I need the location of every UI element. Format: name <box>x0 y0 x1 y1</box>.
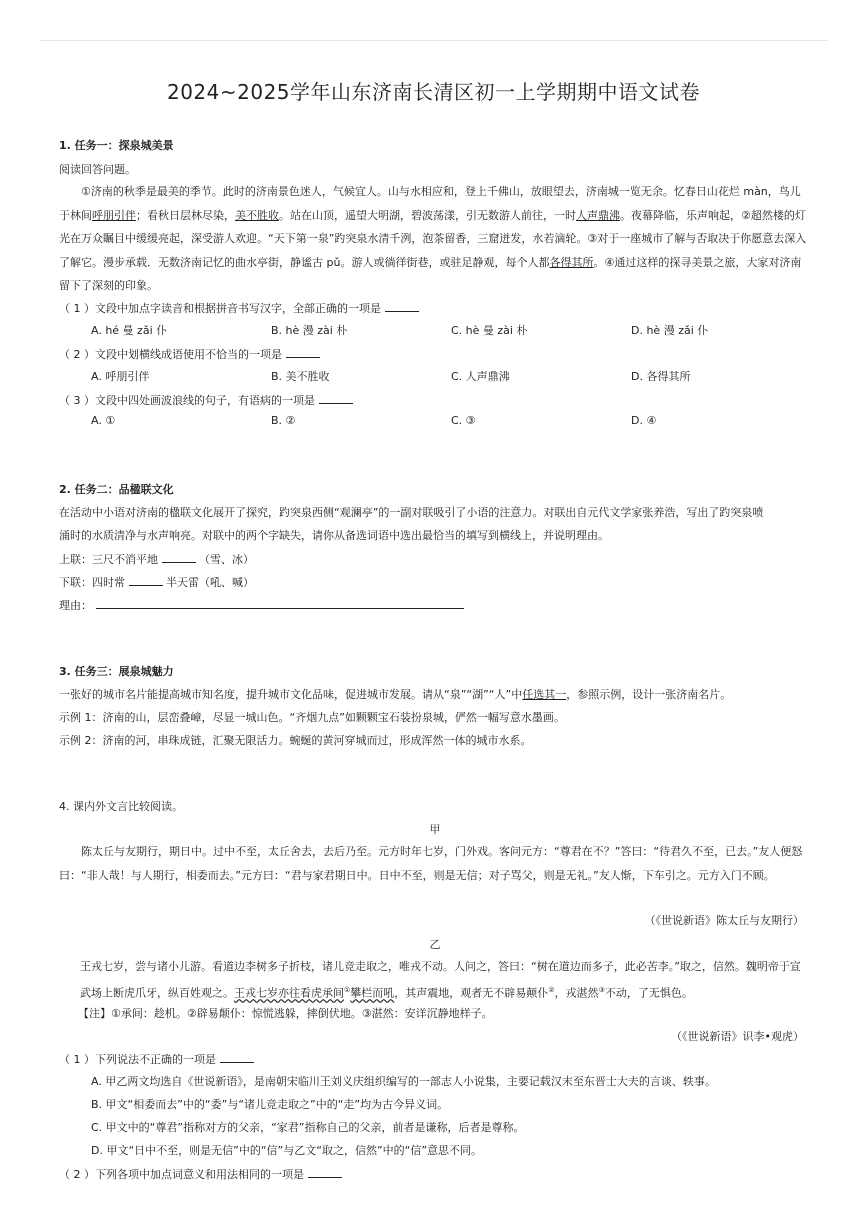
answer-blank[interactable] <box>129 573 163 586</box>
q1-sub1-option-a[interactable]: A. hé 曼 zǎi 仆 <box>91 324 168 337</box>
wavy-sentence: 攀栏而吼 <box>350 986 395 1000</box>
passage-text: 。夜幕降临，乐声响起，②超然楼的灯光在万众瞩目中缓缓亮起，深受游人欢迎。“天下第一泉”趵突泉水清千洌，泡茶留香，三窟迸发，水若滴轮。③对于一座城市了解与否取决于你愿意去深入了解它。漫步承载．无数济南记忆的曲水亭街，静谧古 pǔ。游人或徜徉街巷，或驻足静观，每个人都 <box>59 208 807 269</box>
underlined-idiom: 美不胜收 <box>235 208 279 222</box>
q4-heading: 4. 课内外文言比较阅读。 <box>59 800 183 813</box>
passage-yi-note: 【注】①承间：趁机。②辟易颠仆：惊慌逃躲，摔倒伏地。③湛然：安详沉静地样子。 <box>78 1007 493 1020</box>
q1-passage <box>59 180 811 298</box>
q1-sub2-question: （ 2 ）文段中划横线成语使用不恰当的一项是 <box>59 345 320 362</box>
answer-blank[interactable] <box>308 1165 342 1178</box>
passage-text: 。站在山顶，遥望大明湖，碧波荡漾，引无数游人前往，一时 <box>279 208 576 222</box>
q1-sub1-question: （ 1 ）文段中加点字读音和根据拼音书写汉字，全部正确的一项是 <box>59 299 419 316</box>
q1-sub1-option-b[interactable]: B. hè 漫 zài 朴 <box>271 324 348 337</box>
passage-yi-source: （《世说新语》识李•观虎） <box>671 1030 804 1043</box>
passage-text: ；看秋日层林尽染， <box>136 208 235 222</box>
q4-sub1-option-b[interactable]: B. 甲文“相委而去”中的“委”与“诸儿竞走取之”中的“走”均为古今异义词。 <box>91 1098 449 1111</box>
q2-text-line2: 涌时的水质清净与水声响亮。对联中的两个字缺失，请你从备选词语中选出最恰当的填写到横线上，并说明理由。 <box>59 529 609 542</box>
q1-intro: 阅读回答问题。 <box>59 163 136 176</box>
underlined-idiom: 人声鼎沸 <box>576 208 620 222</box>
q2-lower-couplet: 下联：四时常 半天雷（吼、喊） <box>59 573 254 590</box>
answer-blank[interactable] <box>319 391 353 404</box>
q1-sub2-option-d[interactable]: D. 各得其所 <box>631 370 691 383</box>
wavy-sentence: 王戎七岁亦往看虎承间 <box>234 986 344 1000</box>
q4-sub1-option-d[interactable]: D. 甲文“日中不至，则是无信”中的“信”与乙文“取之，信然”中的“信”意思不同。 <box>91 1144 483 1157</box>
q4-sub1-question: （ 1 ）下列说法不正确的一项是 <box>59 1050 254 1067</box>
q3-instruction: 一张好的城市名片能提高城市知名度，提升城市文化品味，促进城市发展。请从“泉”“湖”“人”中任选其一，参照示例，设计一张济南名片。 <box>59 688 732 701</box>
passage-jia-label: 甲 <box>429 823 441 836</box>
underlined-idiom: 各得其所 <box>549 255 594 269</box>
underlined-idiom: 呼朋引伴 <box>92 208 136 222</box>
q4-sub1-option-a[interactable]: A. 甲乙两文均选自《世说新语》，是南朝宋临川王刘义庆组织编写的一部志人小说集，主要记载汉末至东晋士大夫的言谈、轶事。 <box>91 1075 716 1088</box>
page-title: 2024~2025学年山东济南长清区初一上学期期中语文试卷 <box>166 80 701 104</box>
q2-upper-couplet: 上联：三尺不消平地 （雪、冰） <box>59 550 254 567</box>
q1-sub3-option-d[interactable]: D. ④ <box>631 414 657 427</box>
q1-sub2-option-b[interactable]: B. 美不胜收 <box>271 370 330 383</box>
passage-yi-label: 乙 <box>429 938 441 951</box>
q3-example-2: 示例 2：济南的河，串珠成链，汇聚无限活力。蜿蜒的黄河穿城而过，形成浑然一体的城市水系。 <box>59 734 532 747</box>
q2-heading: 2. 任务二：品楹联文化 <box>59 483 174 496</box>
q1-sub3-option-a[interactable]: A. ① <box>91 414 116 427</box>
answer-blank[interactable] <box>162 550 196 563</box>
q2-reason: 理由： <box>59 596 464 613</box>
answer-blank[interactable] <box>220 1050 254 1063</box>
passage-jia-text: 陈太丘与友期行，期日中。过中不至，太丘舍去，去后乃至。元方时年七岁，门外戏。客问元方：“尊君在不？”答曰：“待君久不至，已去。”友人便怒曰：“非人哉！与人期行，相委而去。”元方曰：“君与家君期日中。日中不至，则是无信；对子骂父，则是无礼。”友人惭，下车引之。元方入门不顾。 <box>59 845 803 882</box>
q1-sub3-option-b[interactable]: B. ② <box>271 414 296 427</box>
q4-sub1-option-c[interactable]: C. 甲文中的“尊君”指称对方的父亲，“家君”指称自己的父亲，前者是谦称，后者是尊称。 <box>91 1121 525 1134</box>
passage-yi-text: 王戎七岁，尝与诸小儿游。看道边李树多子折枝，诸儿竞走取之，唯戎不动。人问之，答曰：“树在道边而多子，此必苦李。”取之，信然。魏明帝于宣武场上断虎爪牙，纵百姓观之。王戎七岁亦往看虎承间①攀栏而吼，其声震地，观者无不辟易颠仆②，戎湛然③不动，了无惧色。 <box>80 960 801 1000</box>
q3-example-1: 示例 1：济南的山，层峦叠嶂，尽显一城山色。“齐烟九点”如颗颗宝石装扮泉城，俨然一幅写意水墨画。 <box>59 711 565 724</box>
q1-sub1-option-c[interactable]: C. hè 曼 zài 朴 <box>451 324 528 337</box>
top-divider <box>40 40 827 41</box>
reason-blank[interactable] <box>96 596 464 609</box>
q1-sub3-option-c[interactable]: C. ③ <box>451 414 476 427</box>
dotted-char: 和 <box>442 185 454 198</box>
q3-heading: 3. 任务三：展泉城魅力 <box>59 665 174 678</box>
q1-sub2-option-a[interactable]: A. 呼朋引伴 <box>91 370 150 383</box>
q4-sub2-question: （ 2 ）下列各项中加点词意义和用法相同的一项是 <box>59 1165 342 1182</box>
passage-text: ①济南的秋季是最美的季节。此时的济南景色迷人，气候宜人。山与水相应 <box>81 185 443 198</box>
q1-heading: 1. 任务一：探泉城美景 <box>59 139 174 152</box>
passage-text: ，登上千佛山，放眼望去，济南城一览无余。忆春日山花烂 màn，鸟儿于林间 <box>59 185 801 222</box>
q1-sub1-option-d[interactable]: D. hè 漫 zǎi 仆 <box>631 324 709 337</box>
passage-jia-source: （《世说新语》陈太丘与友期行） <box>644 914 804 927</box>
answer-blank[interactable] <box>385 299 419 312</box>
q1-sub2-option-c[interactable]: C. 人声鼎沸 <box>451 370 510 383</box>
answer-blank[interactable] <box>286 345 320 358</box>
q1-sub3-question: （ 3 ）文段中四处画波浪线的句子，有语病的一项是 <box>59 391 353 408</box>
passage-text: 。④通过这样的探寻美景之旅，大家对济南留下了深刻的印象。 <box>59 255 802 292</box>
q2-text-line1: 在活动中小语对济南的楹联文化展开了探究，趵突泉西侧“观澜亭”的一副对联吸引了小语的注意力。对联出自元代文学家张养浩，写出了趵突泉喷 <box>59 506 764 519</box>
